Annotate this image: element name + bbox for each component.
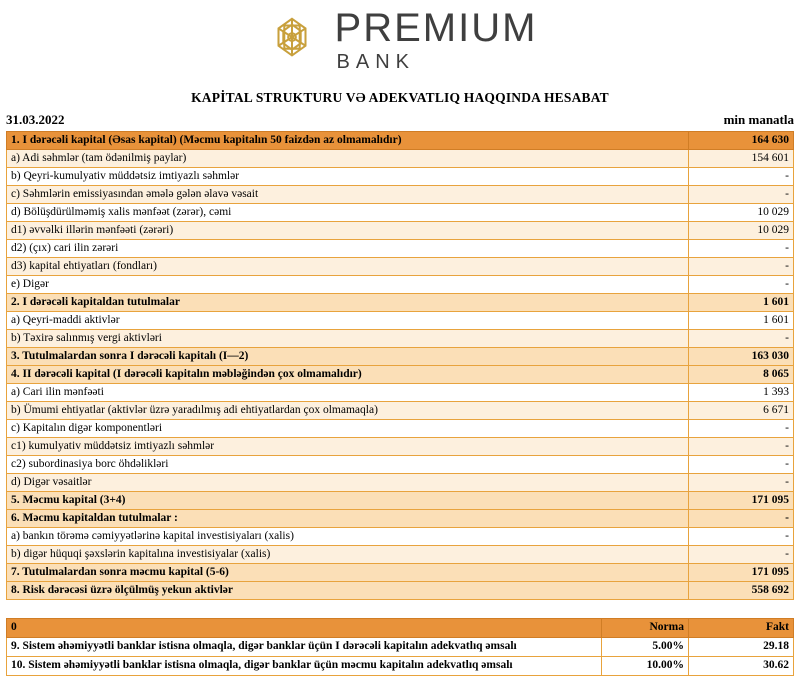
table-row bbox=[7, 456, 794, 474]
row-value: - bbox=[689, 168, 794, 186]
brand-header bbox=[0, 0, 800, 72]
row-value: 1 601 bbox=[689, 312, 794, 330]
row-value: - bbox=[689, 528, 794, 546]
row-value: 1 393 bbox=[689, 384, 794, 402]
row-value: 30.62 bbox=[689, 657, 794, 676]
row-label: c1) kumulyativ müddətsiz imtiyazlı səhmlər bbox=[7, 438, 689, 456]
row-label: d) Bölüşdürülməmiş xalis mənfəət (zərər), cəmi bbox=[7, 204, 689, 222]
capital-structure-table bbox=[6, 131, 794, 600]
table-row bbox=[7, 438, 794, 456]
table-spacer bbox=[0, 600, 800, 618]
row-label: 6. Məcmu kapitaldan tutulmalar : bbox=[7, 510, 689, 528]
table-row bbox=[7, 168, 794, 186]
brand-name-secondary: BANK bbox=[336, 51, 416, 73]
row-label: b) digər hüquqi şəxslərin kapitalına investisiyalar (xalis) bbox=[7, 546, 689, 564]
row-label: 5. Məcmu kapital (3+4) bbox=[7, 492, 689, 510]
row-label: b) Təxirə salınmış vergi aktivləri bbox=[7, 330, 689, 348]
row-value: - bbox=[689, 420, 794, 438]
row-label: 4. II dərəcəli kapital (I dərəcəli kapitalın məbləğindən çox olmamalıdır) bbox=[7, 366, 689, 384]
row-value: - bbox=[689, 546, 794, 564]
table-row bbox=[7, 384, 794, 402]
row-value: 10 029 bbox=[689, 222, 794, 240]
row-value: - bbox=[689, 438, 794, 456]
row-value: - bbox=[689, 330, 794, 348]
row-label: d1) əvvəlki illərin mənfəəti (zərəri) bbox=[7, 222, 689, 240]
header-fact: Fakt bbox=[689, 619, 794, 638]
row-value: - bbox=[689, 186, 794, 204]
table-row bbox=[7, 276, 794, 294]
row-value: 171 095 bbox=[689, 492, 794, 510]
row-label: b) Qeyri-kumulyativ müddətsiz imtiyazlı səhmlər bbox=[7, 168, 689, 186]
premium-bank-logo-icon bbox=[263, 13, 321, 67]
table-row bbox=[7, 657, 794, 676]
table-row bbox=[7, 258, 794, 276]
table-row bbox=[7, 510, 794, 528]
table-row bbox=[7, 402, 794, 420]
row-label: 2. I dərəcəli kapitaldan tutulmalar bbox=[7, 294, 689, 312]
table-row bbox=[7, 564, 794, 582]
table-row bbox=[7, 492, 794, 510]
table-header-row bbox=[7, 619, 794, 638]
table-row bbox=[7, 150, 794, 168]
brand-wordmark bbox=[335, 8, 538, 72]
row-label: c2) subordinasiya borc öhdəlikləri bbox=[7, 456, 689, 474]
header-norm: Norma bbox=[602, 619, 689, 638]
row-value: 6 671 bbox=[689, 402, 794, 420]
table-row bbox=[7, 240, 794, 258]
row-label: 1. I dərəcəli kapital (Əsas kapital) (Məcmu kapitalın 50 faizdən az olmamalıdır) bbox=[7, 132, 689, 150]
row-value: 1 601 bbox=[689, 294, 794, 312]
adequacy-ratio-table bbox=[6, 618, 794, 676]
row-label: 8. Risk dərəcəsi üzrə ölçülmüş yekun aktivlər bbox=[7, 582, 689, 600]
report-unit: min manatla bbox=[723, 112, 794, 127]
row-value: - bbox=[689, 510, 794, 528]
row-value: - bbox=[689, 276, 794, 294]
row-value: 164 630 bbox=[689, 132, 794, 150]
table-row bbox=[7, 312, 794, 330]
table-row bbox=[7, 222, 794, 240]
row-value: 10 029 bbox=[689, 204, 794, 222]
table-row bbox=[7, 638, 794, 657]
row-label: c) Səhmlərin emissiyasından əmələ gələn əlavə vəsait bbox=[7, 186, 689, 204]
table-row bbox=[7, 132, 794, 150]
table-row bbox=[7, 420, 794, 438]
row-label: 9. Sistem əhəmiyyətli banklar istisna olmaqla, digər banklar üçün I dərəcəli kapitalın adekvatlıq əmsalı bbox=[7, 638, 602, 657]
row-value: - bbox=[689, 258, 794, 276]
row-label: d2) (çıx) cari ilin zərəri bbox=[7, 240, 689, 258]
table-row bbox=[7, 366, 794, 384]
brand-name-primary: PREMIUM bbox=[334, 6, 538, 50]
report-meta bbox=[0, 112, 800, 131]
row-label: e) Digər bbox=[7, 276, 689, 294]
row-norm: 5.00% bbox=[602, 638, 689, 657]
table-row bbox=[7, 546, 794, 564]
table-row bbox=[7, 528, 794, 546]
row-value: 163 030 bbox=[689, 348, 794, 366]
table-row bbox=[7, 294, 794, 312]
row-value: 29.18 bbox=[689, 638, 794, 657]
page-title: KAPİTAL STRUKTURU VƏ ADEKVATLIQ HAQQINDA HESABAT bbox=[191, 90, 609, 105]
row-value: - bbox=[689, 240, 794, 258]
row-label: c) Kapitalın digər komponentləri bbox=[7, 420, 689, 438]
row-label: b) Ümumi ehtiyatlar (aktivlər üzrə yaradılmış adi ehtiyatlardan çox olmamaqla) bbox=[7, 402, 689, 420]
report-date: 31.03.2022 bbox=[6, 112, 65, 127]
row-label: d) Digər vəsaitlər bbox=[7, 474, 689, 492]
row-label: 3. Tutulmalardan sonra I dərəcəli kapitalı (I—2) bbox=[7, 348, 689, 366]
row-value: 8 065 bbox=[689, 366, 794, 384]
table-row bbox=[7, 204, 794, 222]
row-value: - bbox=[689, 456, 794, 474]
row-value: 154 601 bbox=[689, 150, 794, 168]
table-row bbox=[7, 474, 794, 492]
row-label: a) Qeyri-maddi aktivlər bbox=[7, 312, 689, 330]
row-value: 171 095 bbox=[689, 564, 794, 582]
header-label: 0 bbox=[7, 619, 602, 638]
row-value: - bbox=[689, 474, 794, 492]
row-value: 558 692 bbox=[689, 582, 794, 600]
row-label: 10. Sistem əhəmiyyətli banklar istisna olmaqla, digər banklar üçün məcmu kapitalın adekvatlıq əmsalı bbox=[7, 657, 602, 676]
row-label: a) Cari ilin mənfəəti bbox=[7, 384, 689, 402]
row-label: a) bankın törəmə cəmiyyətlərinə kapital investisiyaları (xalis) bbox=[7, 528, 689, 546]
table-row bbox=[7, 186, 794, 204]
table-row bbox=[7, 330, 794, 348]
row-label: 7. Tutulmalardan sonra məcmu kapital (5-6) bbox=[7, 564, 689, 582]
table-row bbox=[7, 582, 794, 600]
row-label: d3) kapital ehtiyatları (fondları) bbox=[7, 258, 689, 276]
row-norm: 10.00% bbox=[602, 657, 689, 676]
row-label: a) Adi səhmlər (tam ödənilmiş paylar) bbox=[7, 150, 689, 168]
table-row bbox=[7, 348, 794, 366]
